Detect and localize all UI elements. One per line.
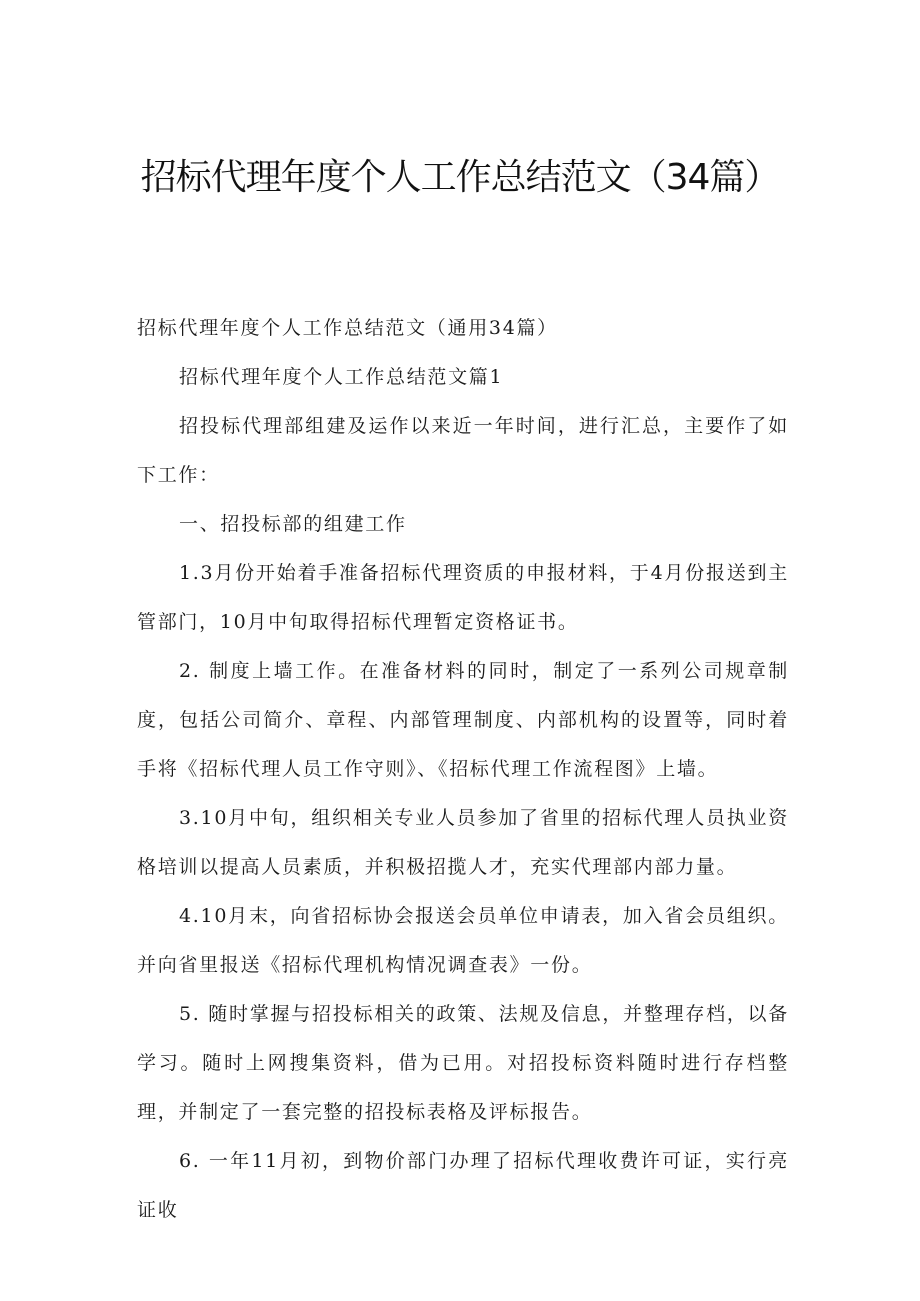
paragraph-item-2: 2. 制度上墙工作。在准备材料的同时，制定了一系列公司规章制度，包括公司简介、章程、内部管理制度、内部机构的设置等，同时着手将《招标代理人员工作守则》、《招标代理工作流程图》上墙。 <box>137 660 789 780</box>
paragraph-item-3: 3.10月中旬，组织相关专业人员参加了省里的招标代理人员执业资格培训以提高人员素质，并积极招揽人才，充实代理部内部力量。 <box>137 807 789 878</box>
document-body <box>137 304 789 1235</box>
section-heading: 招标代理年度个人工作总结范文篇1 <box>179 366 504 388</box>
paragraph-intro: 招投标代理部组建及运作以来近一年时间，进行汇总，主要作了如下工作： <box>137 415 789 486</box>
paragraph-heading-1: 一、招投标部的组建工作 <box>179 513 407 535</box>
document-title: 招标代理年度个人工作总结范文（34篇） <box>140 157 780 198</box>
paragraph-item-6: 6. 一年11月初，到物价部门办理了招标代理收费许可证，实行亮证收 <box>137 1150 789 1221</box>
paragraph-item-1: 1.3月份开始着手准备招标代理资质的申报材料，于4月份报送到主管部门，10月中旬取得招标代理暂定资格证书。 <box>137 562 789 633</box>
paragraph-item-4: 4.10月末，向省招标协会报送会员单位申请表，加入省会员组织。并向省里报送《招标代理机构情况调查表》一份。 <box>137 905 789 976</box>
document-subtitle: 招标代理年度个人工作总结范文（通用34篇） <box>137 317 558 339</box>
paragraph-item-5: 5. 随时掌握与招投标相关的政策、法规及信息，并整理存档，以备学习。随时上网搜集资料，借为已用。对招投标资料随时进行存档整理，并制定了一套完整的招投标表格及评标报告。 <box>137 1003 789 1123</box>
